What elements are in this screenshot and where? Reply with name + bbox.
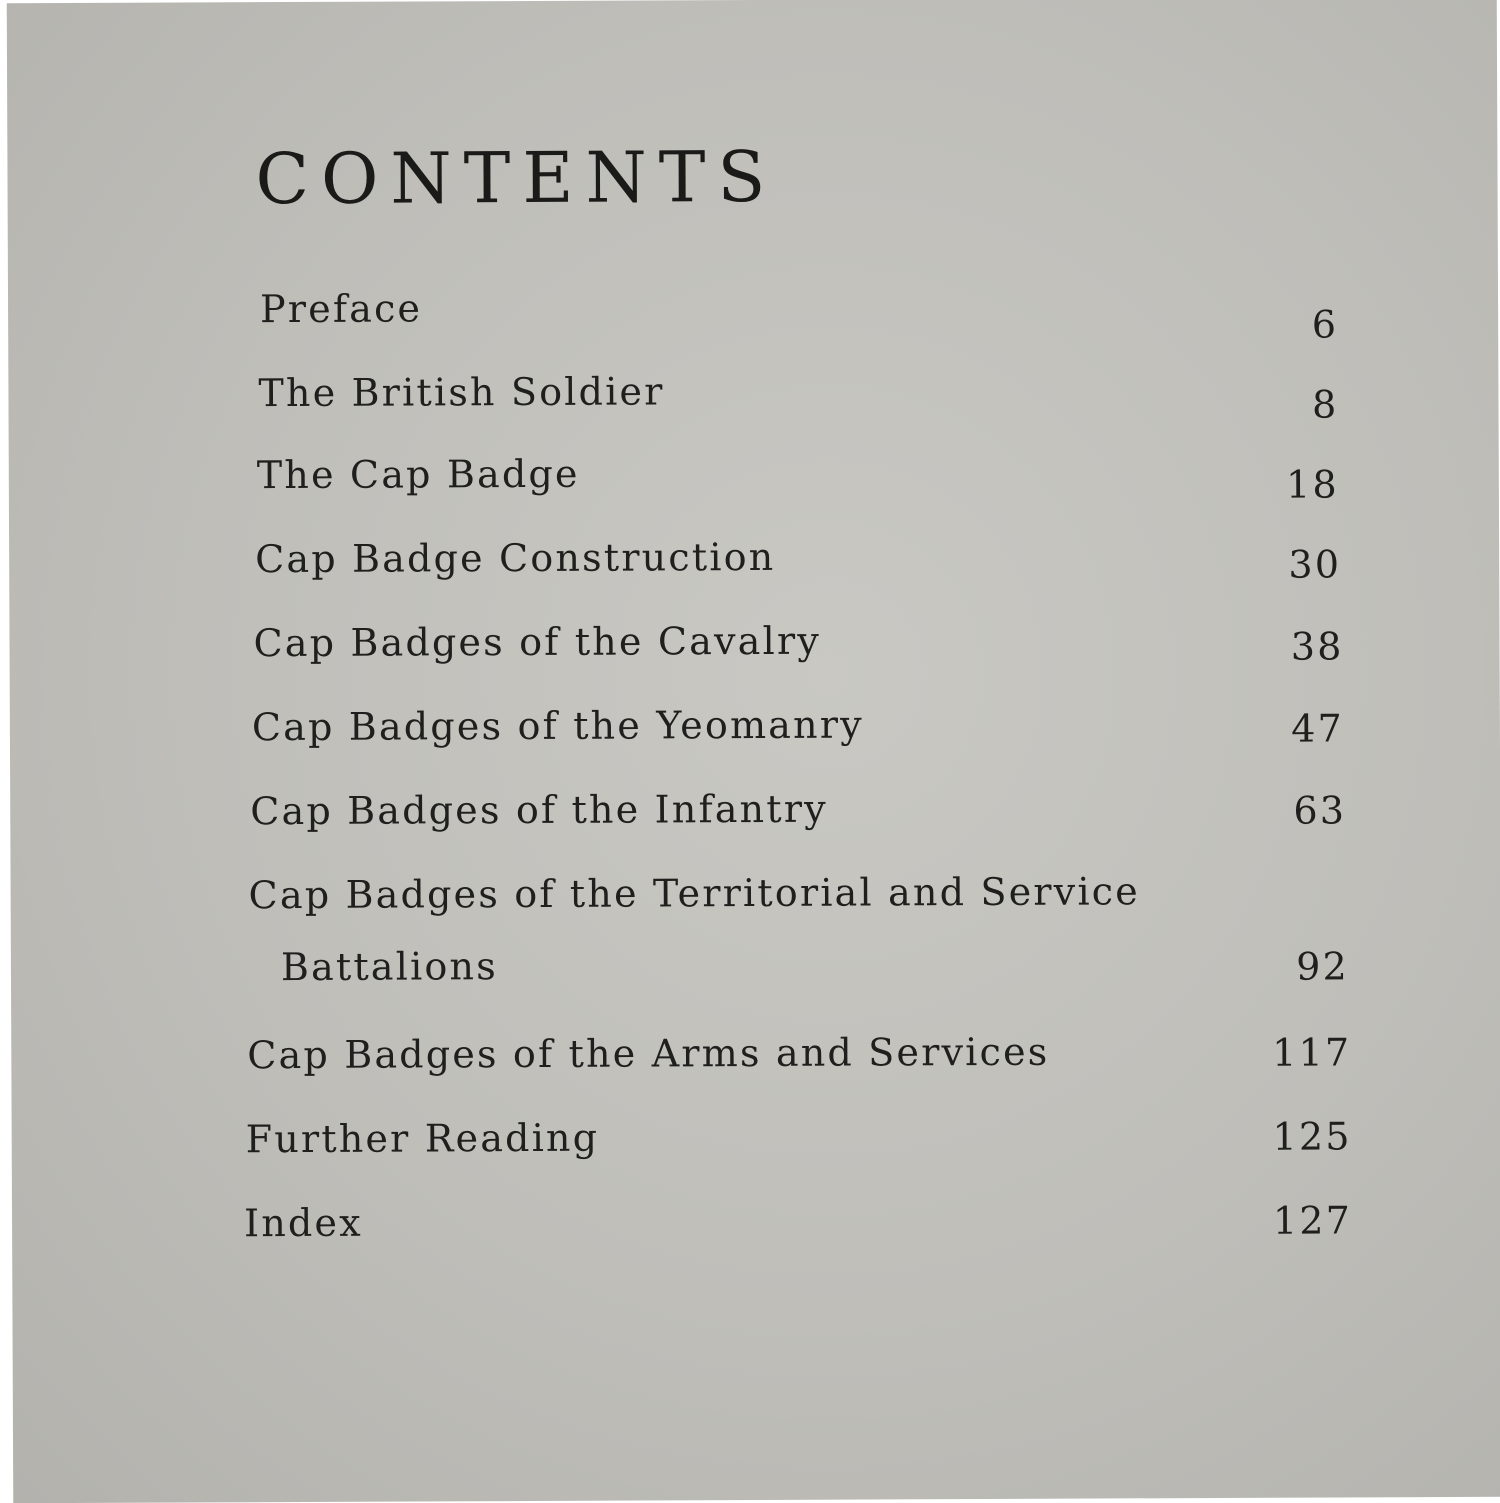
- toc-entry-page: 127: [1272, 1198, 1353, 1243]
- toc-entry-page: 92: [1296, 944, 1350, 989]
- table-of-contents: [7, 0, 1500, 1503]
- toc-entry-title: Preface: [259, 286, 423, 332]
- toc-entry-title: Cap Badges of the Arms and Services: [247, 1029, 1050, 1078]
- toc-entry-title: Cap Badges of the Cavalry: [253, 618, 822, 666]
- toc-entry-page: 63: [1293, 788, 1347, 833]
- toc-entry-title: Index: [243, 1200, 363, 1246]
- toc-entry-title: Cap Badges of the Yeomanry: [251, 702, 864, 750]
- toc-entry-title: Further Reading: [245, 1115, 600, 1162]
- toc-entry-title: Cap Badges of the Territorial and Service: [248, 869, 1141, 918]
- toc-entry-title: The British Soldier: [258, 369, 665, 416]
- toc-entry-page: 117: [1272, 1030, 1352, 1075]
- toc-entry-page: 30: [1288, 542, 1342, 587]
- contents-heading: CONTENTS: [255, 135, 778, 221]
- toc-entry-page: 47: [1291, 706, 1345, 751]
- book-page: [7, 0, 1500, 1503]
- toc-entry-title: The Cap Badge: [256, 451, 580, 498]
- toc-entry-page: 38: [1290, 624, 1344, 669]
- toc-entry-page: 18: [1285, 462, 1339, 507]
- toc-entry-page: 6: [1311, 302, 1339, 347]
- toc-entry-continuation: Battalions: [280, 944, 498, 990]
- toc-entry-page: 125: [1272, 1114, 1352, 1159]
- toc-entry-page: 8: [1312, 382, 1339, 427]
- toc-entry-title: Cap Badge Construction: [255, 534, 776, 582]
- toc-entry-title: Cap Badges of the Infantry: [250, 786, 828, 834]
